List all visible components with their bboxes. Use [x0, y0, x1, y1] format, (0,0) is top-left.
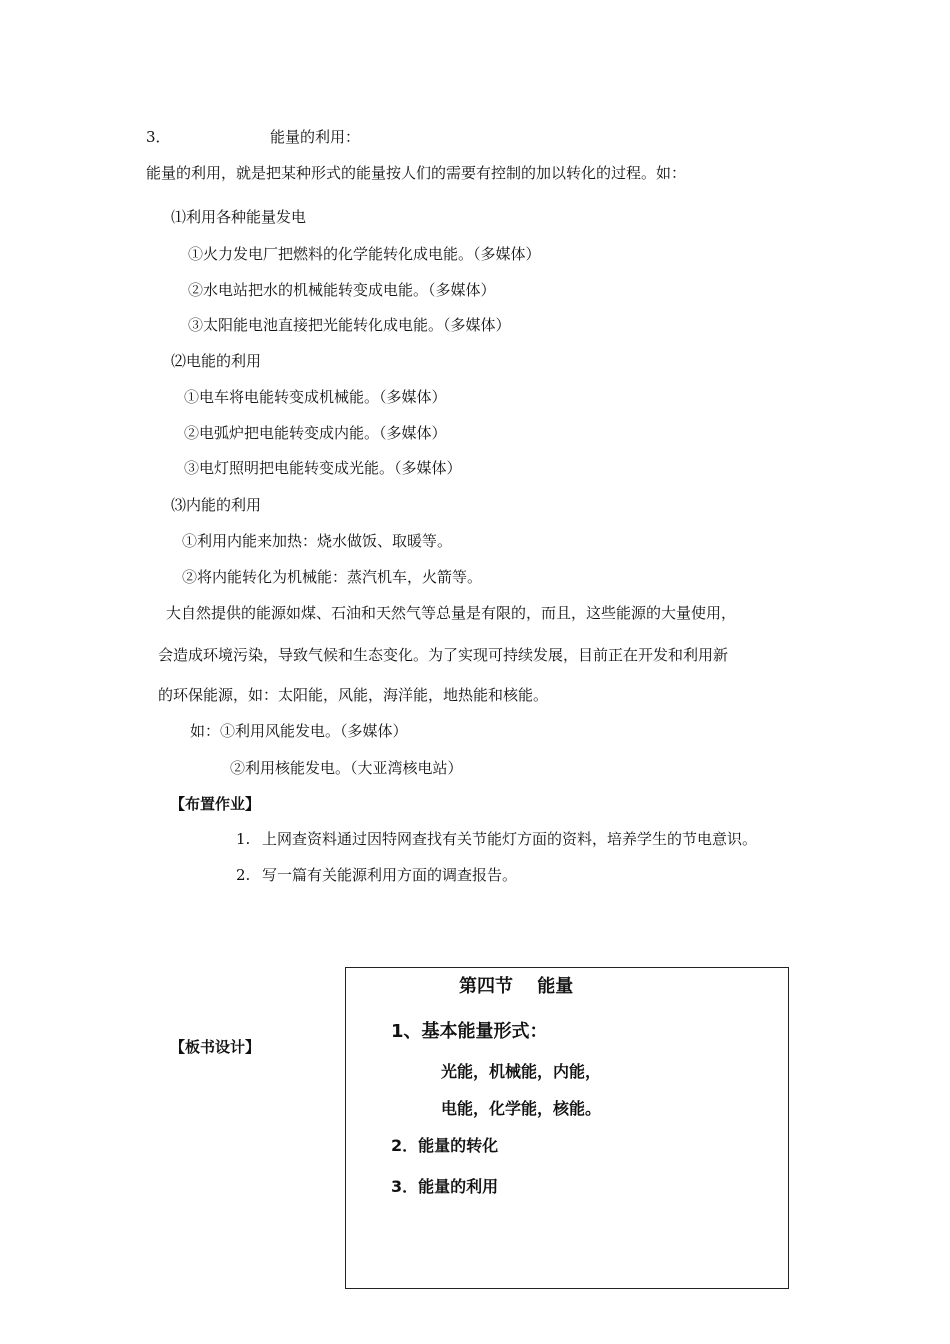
- intro-text: 能量的利用，就是把某种形式的能量按人们的需要有控制的加以转化的过程。如：: [146, 164, 687, 182]
- homework-heading: 【布置作业】: [170, 795, 261, 813]
- board-line-3: 电能，化学能，核能。: [441, 1099, 602, 1118]
- example-2: ②利用核能发电。（大亚湾核电站）: [230, 759, 463, 777]
- paragraph-line-3: 的环保能源，如：太阳能，风能，海洋能，地热能和核能。: [158, 686, 549, 704]
- example-1: 如：①利用风能发电。（多媒体）: [190, 722, 408, 740]
- homework-item-2-text: 写一篇有关能源利用方面的调查报告。: [262, 866, 518, 884]
- paragraph-line-1: 大自然提供的能源如煤、石油和天然气等总量是有限的，而且，这些能源的大量使用，: [166, 604, 737, 622]
- group-1-title: ⑴利用各种能量发电: [171, 208, 307, 226]
- board-line-5: 3．能量的利用: [391, 1177, 499, 1196]
- group-1-item-2: ②水电站把水的机械能转变成电能。（多媒体）: [188, 281, 496, 299]
- group-2-item-2: ②电弧炉把电能转变成内能。（多媒体）: [184, 424, 447, 442]
- board-line-4: 2．能量的转化: [391, 1136, 499, 1155]
- group-2-item-1: ①电车将电能转变成机械能。（多媒体）: [184, 388, 447, 406]
- board-title: 第四节 能量: [459, 976, 574, 997]
- group-3-title: ⑶内能的利用: [171, 496, 262, 514]
- group-3-item-2: ②将内能转化为机械能：蒸汽机车，火箭等。: [182, 568, 483, 586]
- homework-item-1-text: 上网查资料通过因特网查找有关节能灯方面的资料，培养学生的节电意识。: [262, 830, 758, 848]
- homework-item-2-number: 2.: [236, 866, 251, 884]
- homework-item-1-number: 1.: [236, 830, 251, 848]
- group-1-item-3: ③太阳能电池直接把光能转化成电能。（多媒体）: [188, 316, 511, 334]
- group-2-item-3: ③电灯照明把电能转变成光能。（多媒体）: [184, 459, 462, 477]
- paragraph-line-2: 会造成环境污染，导致气候和生态变化。为了实现可持续发展，目前正在开发和利用新: [158, 646, 729, 664]
- board-line-1: 1、基本能量形式：: [391, 1021, 548, 1042]
- board-design-label: 【板书设计】: [170, 1038, 261, 1056]
- group-3-item-1: ①利用内能来加热：烧水做饭、取暖等。: [182, 532, 453, 550]
- section-3-number: 3．: [146, 128, 171, 146]
- blackboard-frame: [345, 967, 789, 1289]
- group-2-title: ⑵电能的利用: [171, 352, 262, 370]
- board-line-2: 光能，机械能，内能，: [441, 1062, 602, 1081]
- group-1-item-1: ①火力发电厂把燃料的化学能转化成电能。（多媒体）: [188, 245, 541, 263]
- section-3-heading: 能量的利用：: [270, 128, 361, 146]
